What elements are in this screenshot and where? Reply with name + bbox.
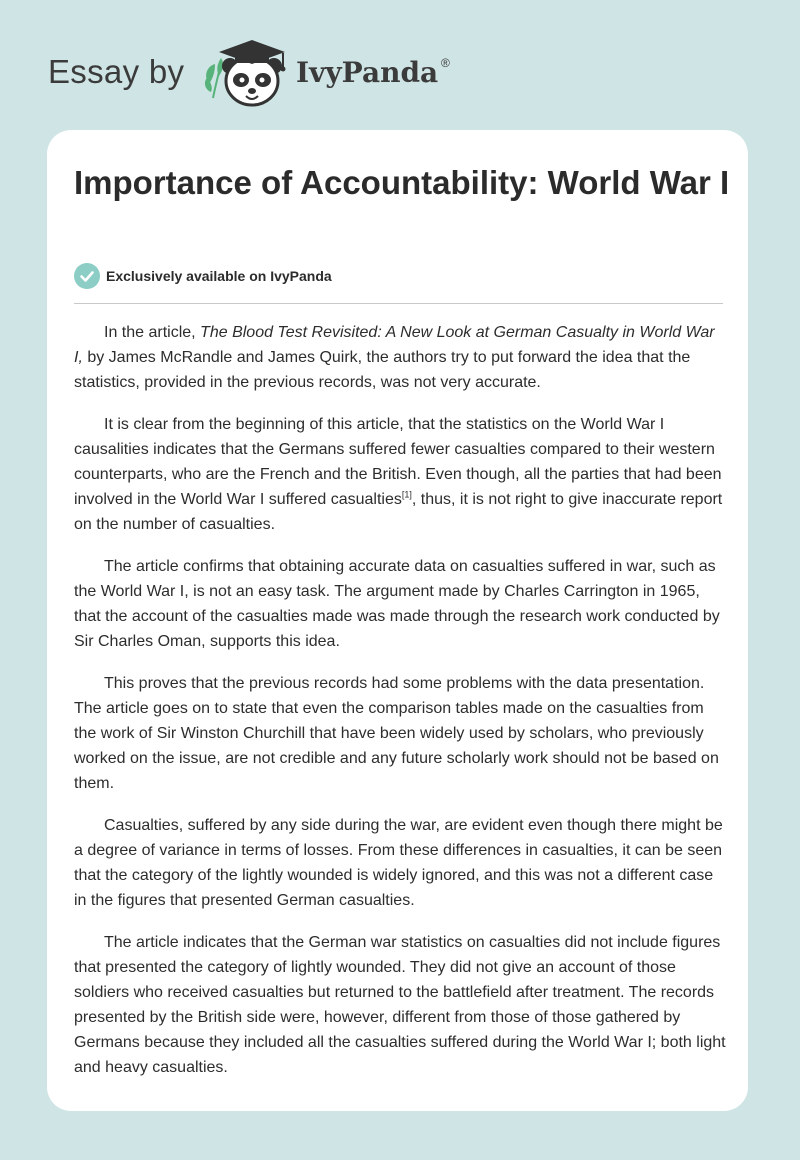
paragraph: [74, 412, 726, 537]
panda-graduate-icon: [203, 36, 295, 110]
registered-mark: ®: [441, 56, 450, 70]
brand-name[interactable]: IvyPanda: [296, 56, 439, 89]
footnote-link[interactable]: [1]: [401, 489, 412, 500]
article-title-citation: The Blood Test Revisited: A New Look at German Casualty in World War I,: [74, 324, 715, 366]
paragraph: This proves that the previous records had some problems with the data presentation. The article goes on to state that even the comparison tables made on the casualties from the work of Sir Winston Churchill that have been widely used by scholars, who previously worked on the issue, are not credible and any future scholarly work should not be based on them.: [74, 675, 719, 792]
essay-card: [47, 130, 748, 1111]
paragraph: Casualties, suffered by any side during the war, are evident even though there might be a degree of variance in terms of losses. From these differences in casualties, it can be seen that the category of the lightly wounded is widely ignored, and this was not a different case in the figures that presented German casualties.: [74, 817, 723, 909]
exclusive-badge: [74, 263, 332, 289]
paragraph-text: In the article,: [104, 324, 201, 341]
exclusive-badge-label: Exclusively available on IvyPanda: [106, 268, 332, 284]
site-header: [0, 0, 800, 120]
divider: [74, 303, 723, 304]
paragraph-text: It is clear from the beginning of this article, that the statistics on the World War I causalities indicates that the Germans suffered fewer casualties compared to their western counterparts, who are the French and the British. Even though, all the parties that had been involved in the World War I suffered casualties: [74, 416, 722, 508]
paragraph: The article indicates that the German war statistics on casualties did not include figures that presented the category of lightly wounded. They did not give an account of those soldiers who received casualties but returned to the battlefield after treatment. The records presented by the British side were, however, different from those of those gathered by Germans because they included all the casualties suffered during the World War I; both light and heavy casualties.: [74, 934, 726, 1076]
essay-title: Importance of Accountability: World War I: [74, 164, 730, 201]
brand-prefix: Essay by: [48, 53, 185, 90]
essay-body: [74, 320, 726, 1097]
check-circle-icon: [74, 263, 100, 289]
paragraph: The article confirms that obtaining accurate data on casualties suffered in war, such as the World War I, is not an easy task. The argument made by Charles Carrington in 1965, that the account of the casualties made was made through the research work conducted by Sir Charles Oman, supports this idea.: [74, 558, 720, 650]
paragraph: [74, 320, 726, 395]
paragraph-text: by James McRandle and James Quirk, the authors try to put forward the idea that the statistics, provided in the previous records, was not very accurate.: [74, 349, 691, 391]
paragraph-text: , thus, it is not right to give inaccurate report on the number of casualties.: [74, 491, 723, 533]
